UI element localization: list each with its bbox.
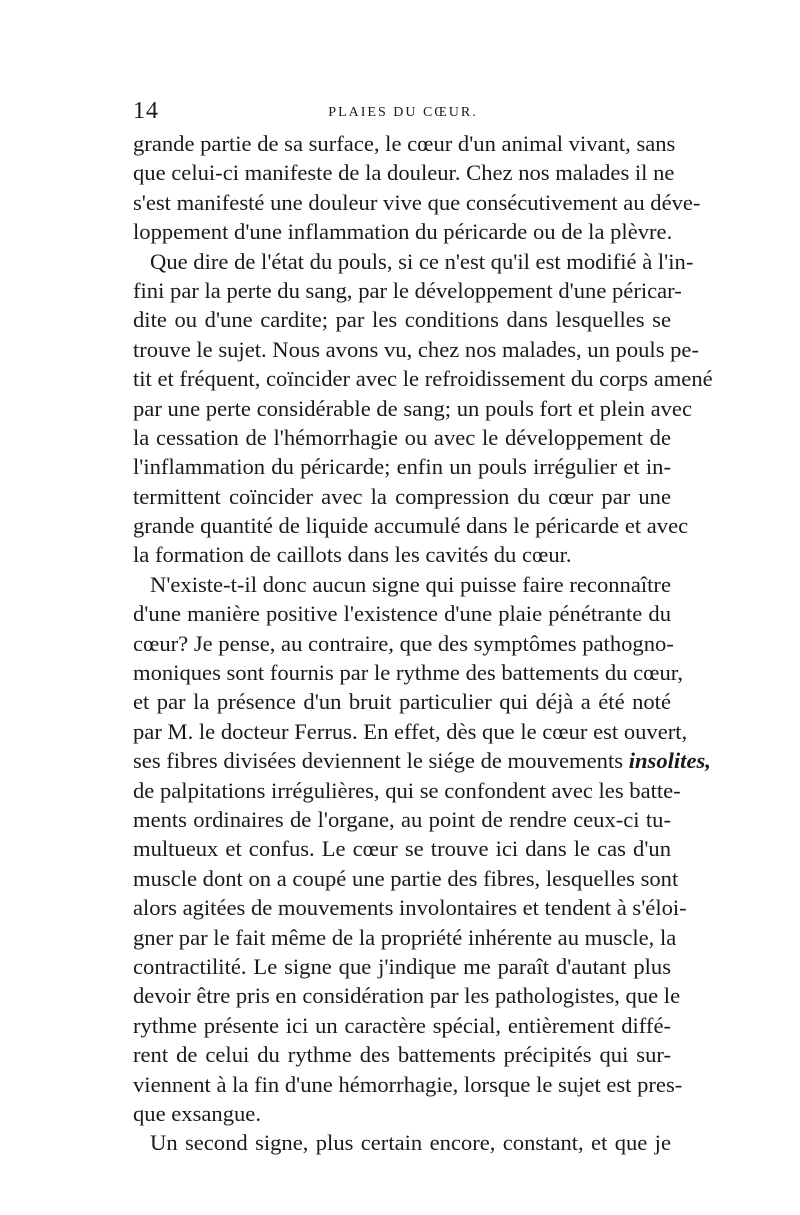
running-title: PLAIES DU CŒUR. bbox=[328, 105, 478, 120]
text-line: loppement d'une inflammation du péricarde ou de la plèvre. bbox=[133, 219, 673, 245]
paragraph-start-line: Que dire de l'état du pouls, si ce n'est qu'il est modifié à l'in- bbox=[150, 248, 694, 274]
text-line: devoir être pris en considération par les pathologistes, que le bbox=[133, 983, 681, 1009]
text-line: termittent coïncider avec la compression du cœur par une bbox=[133, 483, 671, 509]
text-line: moniques sont fournis par le rythme des battements du cœur, bbox=[133, 660, 684, 686]
text-line: par M. le docteur Ferrus. En effet, dès que le cœur est ouvert, bbox=[133, 718, 688, 744]
text-line: gner par le fait même de la propriété inhérente au muscle, la bbox=[133, 924, 677, 950]
text-line: d'une manière positive l'existence d'une plaie pénétrante du bbox=[133, 601, 671, 627]
text-line: et par la présence d'un bruit particulier qui déjà a été noté bbox=[133, 689, 671, 715]
text-line: l'inflammation du péricarde; enfin un pouls irrégulier et in- bbox=[133, 454, 671, 480]
text-line: multueux et confus. Le cœur se trouve ici dans le cas d'un bbox=[133, 836, 671, 862]
paragraph-start-line: N'existe-t-il donc aucun signe qui puisse faire reconnaître bbox=[150, 571, 671, 597]
text-line: grande partie de sa surface, le cœur d'un animal vivant, sans bbox=[133, 131, 676, 156]
text-line: dite ou d'une cardite; par les conditions dans lesquelles se bbox=[133, 307, 671, 333]
text-segment: ses fibres divisées deviennent le siége de mouvements bbox=[133, 748, 624, 774]
text-line: viennent à la fin d'une hémorrhagie, lorsque le sujet est pres- bbox=[133, 1071, 683, 1097]
text-line: trouve le sujet. Nous avons vu, chez nos malades, un pouls pe- bbox=[133, 336, 699, 362]
text-line: que exsangue. bbox=[133, 1100, 261, 1126]
paragraph-start-line: Un second signe, plus certain encore, constant, et que je bbox=[150, 1130, 671, 1156]
text-line: cœur? Je pense, au contraire, que des symptômes pathogno- bbox=[133, 630, 674, 656]
italic-word: insolites, bbox=[628, 748, 711, 774]
text-line: fini par la perte du sang, par le développement d'une péricar- bbox=[133, 277, 682, 303]
text-line-with-italic bbox=[133, 746, 711, 775]
text-line: s'est manifesté une douleur vive que consécutivement au déve- bbox=[133, 189, 701, 215]
text-line: rent de celui du rythme des battements précipités qui sur- bbox=[133, 1042, 671, 1068]
text-line: muscle dont on a coupé une partie des fibres, lesquelles sont bbox=[133, 865, 679, 891]
text-line: par une perte considérable de sang; un pouls fort et plein avec bbox=[133, 395, 692, 421]
text-line: rythme présente ici un caractère spécial, entièrement diffé- bbox=[133, 1012, 671, 1038]
text-line: tit et fréquent, coïncider avec le refroidissement du corps amené bbox=[133, 366, 713, 392]
text-line: la formation de caillots dans les cavités du cœur. bbox=[133, 542, 572, 568]
text-line: que celui-ci manifeste de la douleur. Chez nos malades il ne bbox=[133, 160, 675, 186]
text-line: ments ordinaires de l'organe, au point de rendre ceux-ci tu- bbox=[133, 806, 671, 832]
text-line: de palpitations irrégulières, qui se confondent avec les batte- bbox=[133, 777, 681, 803]
body-text bbox=[133, 129, 713, 1158]
running-header bbox=[133, 98, 673, 126]
text-line: la cessation de l'hémorrhagie ou avec le développement de bbox=[133, 424, 671, 450]
page-number: 14 bbox=[133, 98, 159, 124]
text-line: alors agitées de mouvements involontaires et tendent à s'éloi- bbox=[133, 895, 687, 921]
text-line: grande quantité de liquide accumulé dans le péricarde et avec bbox=[133, 513, 689, 539]
text-line: contractilité. Le signe que j'indique me paraît d'autant plus bbox=[133, 953, 671, 979]
